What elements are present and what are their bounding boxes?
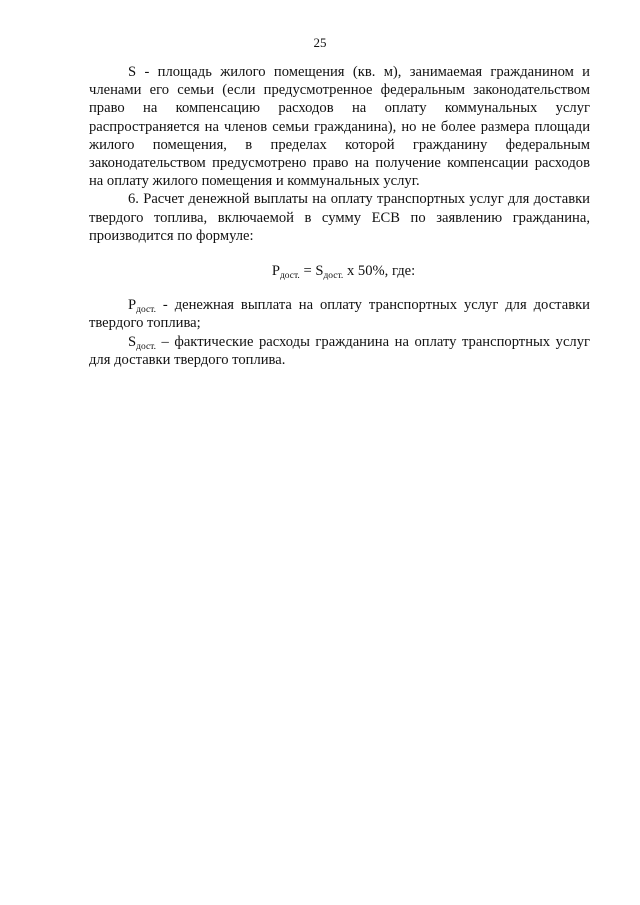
definition-p-subscript: дост. (136, 305, 156, 316)
formula-lhs-symbol: P (271, 263, 280, 280)
area-definition-text: - площадь жилого помещения (кв. м), занимаемая гражданином и членами его семьи (если предусмотренное федеральным законодательством право на компенсацию расходов на оплату коммунальных услуг распространяется на членов семьи гражданина), но не более размера площади жилого помещения, в пределах которой гражданину федеральным законодательством предусмотрено право на получение компенсации расходов на оплату жилого помещения и коммунальных услуг. (89, 64, 590, 190)
definition-s-symbol: S (128, 333, 137, 350)
paragraph-item-6: 6. Расчет денежной выплаты на оплату транспортных услуг для доставки твердого топлива, включаемой в сумму ЕСВ по заявлению гражданина, производится по формуле: (89, 191, 590, 244)
page-number: 25 (313, 35, 327, 50)
formula-rhs-subscript: дост. (323, 271, 344, 282)
formula-lhs-subscript: дост. (279, 271, 300, 282)
paragraph-area-definition (89, 63, 590, 190)
paragraph-definition-p (89, 296, 590, 332)
formula-rhs-symbol: S (315, 263, 324, 280)
definition-p-text: - денежная выплата на оплату транспортных услуг для доставки твердого топлива; (89, 297, 590, 332)
formula (89, 262, 590, 280)
symbol-s: S (128, 64, 137, 80)
formula-tail: x 50%, где: (343, 263, 416, 280)
definition-s-text: – фактические расходы гражданина на оплату транспортных услуг для доставки твердого топлива. (89, 333, 590, 368)
document-body (89, 63, 590, 369)
definition-p-symbol: P (128, 297, 137, 314)
definition-s-subscript: дост. (136, 341, 156, 352)
formula-equals: = (299, 263, 316, 280)
paragraph-definition-s (89, 333, 590, 369)
